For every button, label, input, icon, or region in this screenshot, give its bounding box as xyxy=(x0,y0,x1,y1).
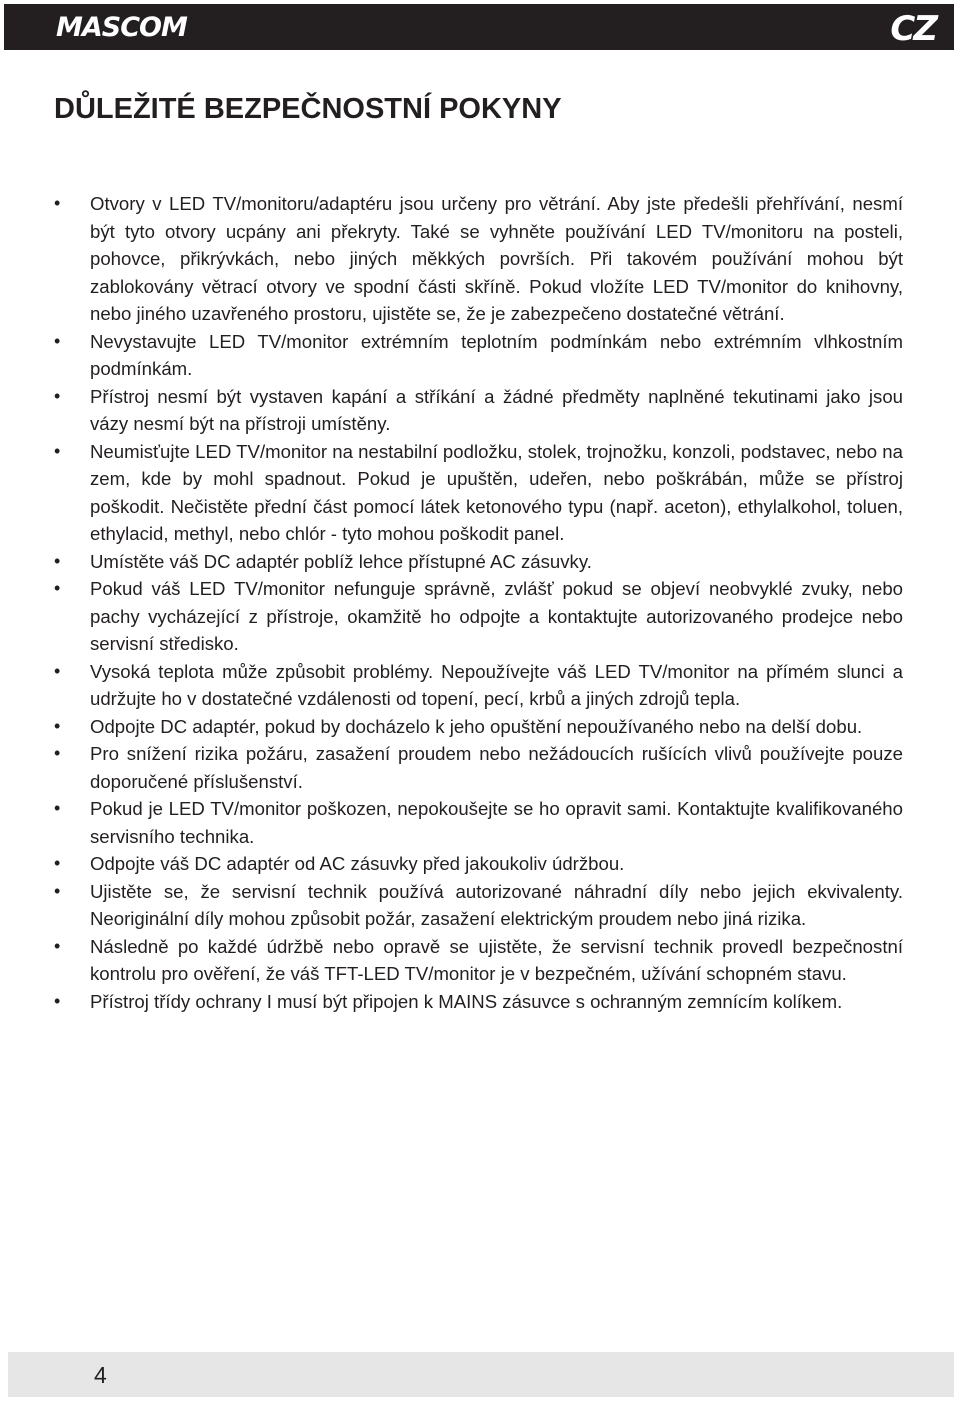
bullet-icon: • xyxy=(54,385,61,406)
bullet-icon: • xyxy=(54,853,61,873)
list-item xyxy=(54,713,903,741)
footer-bar xyxy=(8,1352,954,1397)
list-item-text: Ujistěte se, že servisní technik používá autorizované náhradní díly nebo jejich ekvivalenty. Neoriginální díly mohou způsobit požár, zasažení elektrickým proudem nebo jiná rizika. xyxy=(90,880,903,929)
bullet-icon: • xyxy=(54,743,61,763)
list-item xyxy=(54,383,903,438)
list-item-text: Vysoká teplota může způsobit problémy. Nepoužívejte váš LED TV/monitor na přímém slunci a udržujte ho v dostatečné vzdálenosti od topení, pecí, krbů a jiných zdrojů tepla. xyxy=(90,660,903,709)
list-item xyxy=(54,190,903,328)
bullet-icon: • xyxy=(54,880,61,901)
bullet-icon: • xyxy=(54,990,61,1011)
bullet-icon: • xyxy=(54,935,61,956)
list-item-text: Odpojte váš DC adaptér od AC zásuvky před jakoukoliv údržbou. xyxy=(90,853,625,874)
page-number: 4 xyxy=(94,1362,107,1388)
list-item xyxy=(54,878,903,933)
list-item-text: Umístěte váš DC adaptér poblíž lehce přístupné AC zásuvky. xyxy=(90,550,592,572)
list-item xyxy=(54,438,903,548)
bullet-icon: • xyxy=(54,193,61,213)
list-item-text: Neumisťujte LED TV/monitor na nestabilní podložku, stolek, trojnožku, konzoli, podstavec, nebo na zem, kde by mohl spadnout. Pokud je upuštěn, udeřen, nebo poškrábán, může se přístroj poškodit. Nečistěte přední část pomocí látek ketonového typu (např. aceton), ethylalkohol, toluen, ethylacid, methyl, nebo chlór - tyto mohou poškodit panel. xyxy=(90,440,903,544)
list-item-text: Pokud váš LED TV/monitor nefunguje správně, zvlášť pokud se objeví neobvyklé zvuky, nebo pachy vycházející z přístroje, okamžitě ho odpojte a kontaktujte autorizovaného prodejce nebo servisní středisko. xyxy=(90,578,903,654)
list-item-text: Pokud je LED TV/monitor poškozen, nepokoušejte se ho opravit sami. Kontaktujte kvalifikovaného servisního technika. xyxy=(90,798,903,847)
bullet-icon: • xyxy=(54,798,61,818)
brand-logo: MASCOM xyxy=(56,12,187,43)
safety-instructions-list xyxy=(54,190,903,1015)
list-item-text: Pro snížení rizika požáru, zasažení proudem nebo nežádoucích rušících vlivů používejte pouze doporučené příslušenství. xyxy=(90,743,903,792)
page-title: DŮLEŽITÉ BEZPEČNOSTNÍ POKYNY xyxy=(54,93,562,125)
header-bar xyxy=(4,4,954,50)
list-item-text: Otvory v LED TV/monitoru/adaptéru jsou určeny pro větrání. Aby jste předešli přehřívání, nesmí být tyto otvory ucpány ani překryty. Také se vyhněte používání LED TV/monitoru na posteli, pohovce, přikrývkách, nebo jiných měkkých površích. Při takovém používání mohou být zablokovány větrací otvory ve spodní části skříně. Pokud vložíte LED TV/monitor do knihovny, nebo jiného uzavřeného prostoru, ujistěte se, že je zabezpečeno dostatečné větrání. xyxy=(90,193,903,324)
list-item xyxy=(54,328,903,383)
list-item xyxy=(54,933,903,988)
list-item xyxy=(54,548,903,576)
list-item xyxy=(54,988,903,1016)
bullet-icon: • xyxy=(54,578,61,598)
list-item xyxy=(54,850,903,878)
list-item-text: Odpojte DC adaptér, pokud by docházelo k jeho opuštění nepoužívaného nebo na delší dobu. xyxy=(90,715,863,737)
list-item xyxy=(54,575,903,658)
list-item xyxy=(54,740,903,795)
bullet-icon: • xyxy=(54,660,61,681)
language-code: CZ xyxy=(890,9,936,49)
list-item xyxy=(54,658,903,713)
bullet-icon: • xyxy=(54,330,61,351)
bullet-icon: • xyxy=(54,715,61,736)
list-item-text: Přístroj nesmí být vystaven kapání a stříkání a žádné předměty naplněné tekutinami jako jsou vázy nesmí být na přístroji umístěny. xyxy=(90,385,903,434)
bullet-icon: • xyxy=(54,440,61,461)
list-item-text: Přístroj třídy ochrany I musí být připojen k MAINS zásuvce s ochranným zemnícím kolíkem. xyxy=(90,990,843,1012)
bullet-icon: • xyxy=(54,550,61,571)
list-item-text: Nevystavujte LED TV/monitor extrémním teplotním podmínkám nebo extrémním vlhkostním podmínkám. xyxy=(90,330,903,379)
list-item-text: Následně po každé údržbě nebo opravě se ujistěte, že servisní technik provedl bezpečnostní kontrolu pro ověření, že váš TFT-LED TV/monitor je v bezpečném, užívání schopném stavu. xyxy=(90,935,903,984)
list-item xyxy=(54,795,903,850)
